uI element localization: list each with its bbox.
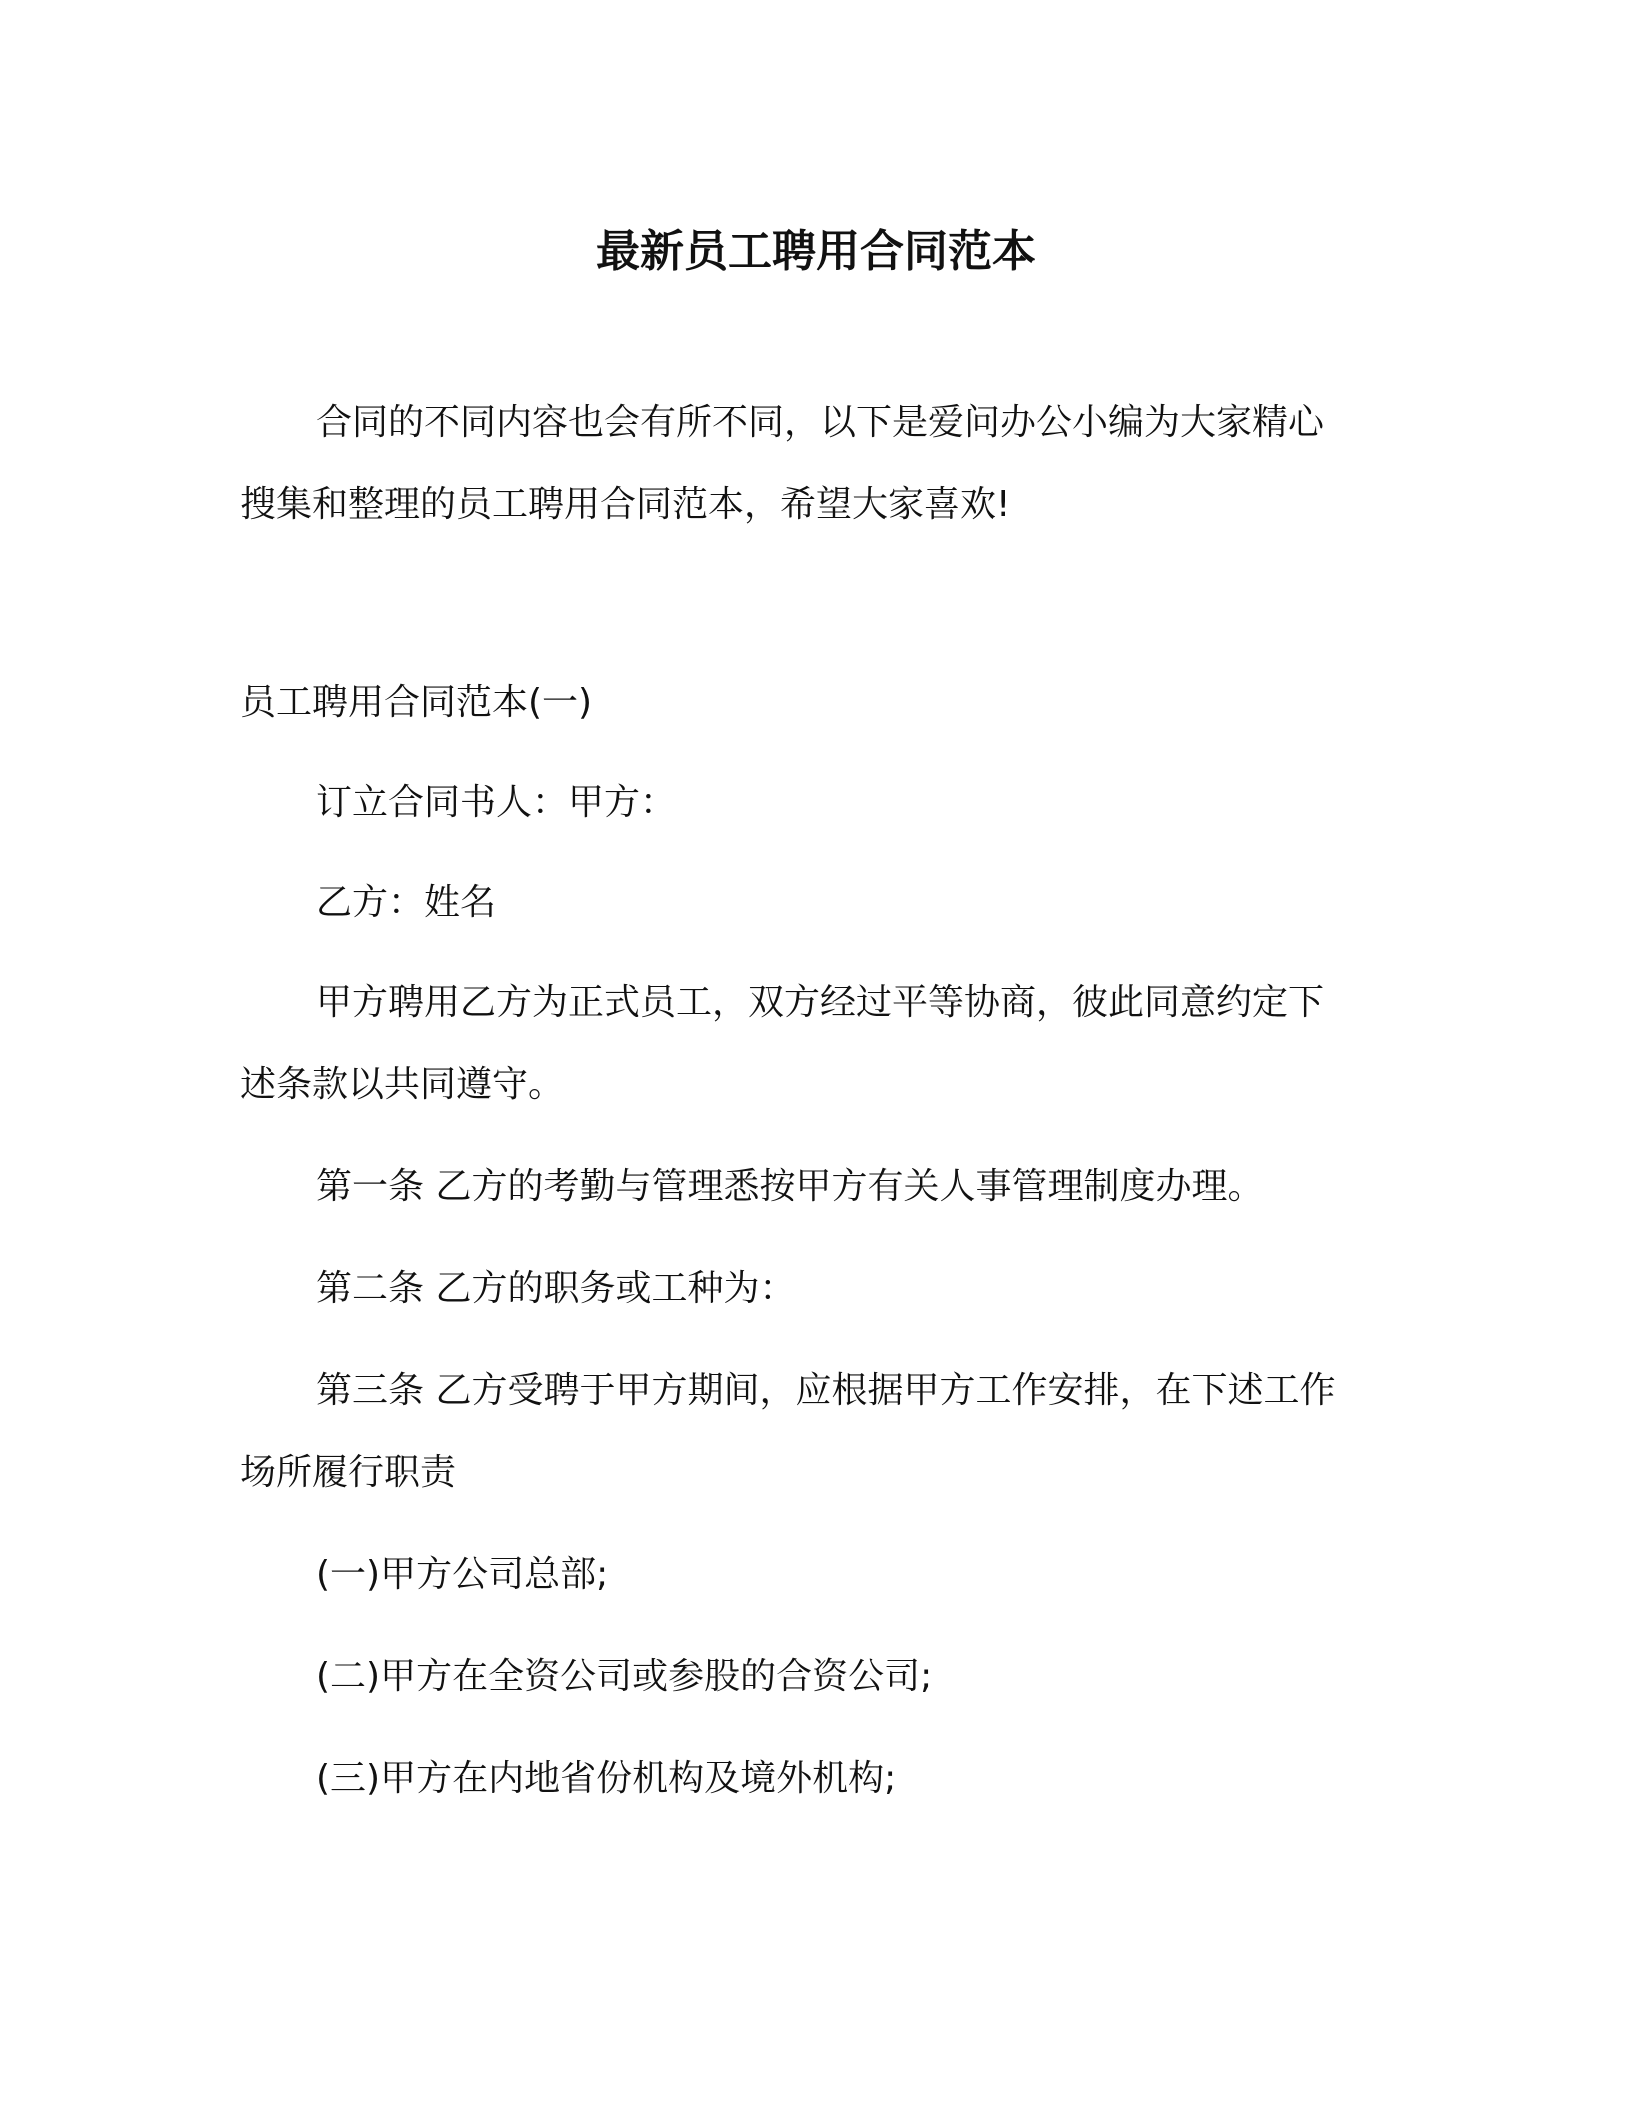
intro-line-2: 搜集和整理的员工聘用合同范本，希望大家喜欢! [240, 484, 1011, 525]
section-heading [240, 662, 1380, 744]
party-a-text: 订立合同书人：甲方： [316, 782, 677, 823]
article-1 [240, 1146, 1380, 1228]
article-2-text: 第二条 乙方的职务或工种为： [316, 1268, 796, 1309]
article-2 [240, 1248, 1380, 1330]
item-3-text: (三)甲方在内地省份机构及境外机构; [316, 1758, 897, 1799]
document-title: 最新员工聘用合同范本 [596, 226, 1036, 277]
party-a-line [240, 762, 1380, 844]
article-3-line-1: 第三条 乙方受聘于甲方期间，应根据甲方工作安排，在下述工作 [316, 1370, 1336, 1411]
article-3-line-2: 场所履行职责 [240, 1452, 457, 1493]
agreement-line-2: 述条款以共同遵守。 [240, 1064, 565, 1105]
party-b-text: 乙方：姓名 [316, 882, 497, 923]
item-2-text: (二)甲方在全资公司或参股的合资公司; [316, 1656, 933, 1697]
agreement-paragraph [240, 962, 1380, 1126]
intro-line-1: 合同的不同内容也会有所不同，以下是爱问办公小编为大家精心 [316, 402, 1325, 443]
item-3 [240, 1738, 1380, 1820]
item-1 [240, 1534, 1380, 1616]
article-3 [240, 1350, 1380, 1514]
intro-paragraph [240, 382, 1380, 546]
item-2 [240, 1636, 1380, 1718]
party-b-line [240, 862, 1380, 944]
item-1-text: (一)甲方公司总部; [316, 1554, 609, 1595]
section-heading-text: 员工聘用合同范本(一) [240, 682, 593, 723]
article-1-text: 第一条 乙方的考勤与管理悉按甲方有关人事管理制度办理。 [316, 1166, 1264, 1207]
agreement-line-1: 甲方聘用乙方为正式员工，双方经过平等协商，彼此同意约定下 [316, 982, 1325, 1023]
